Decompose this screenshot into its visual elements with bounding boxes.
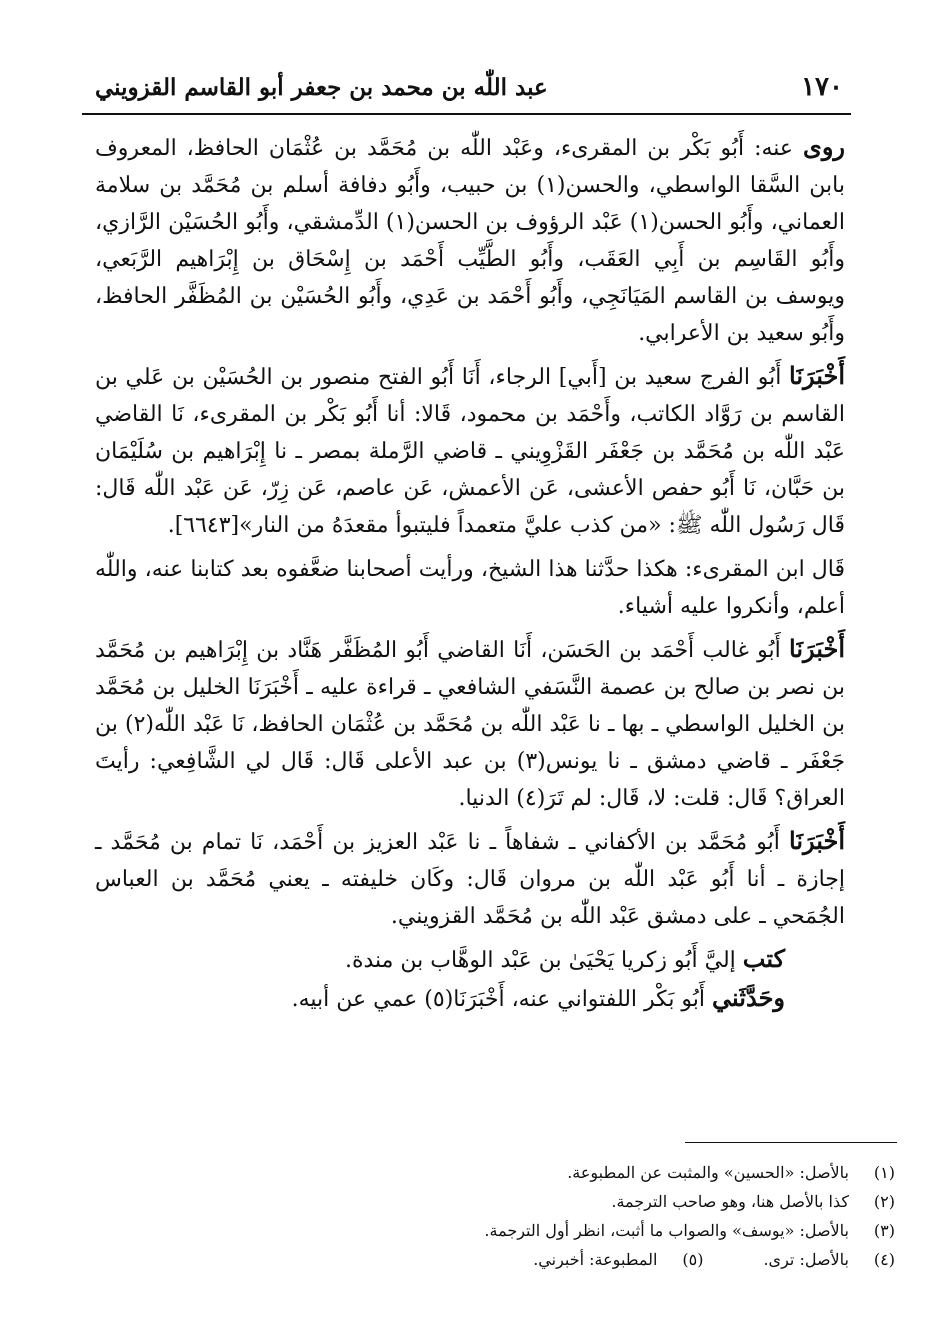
paragraph-text: أَبُو الفرج سعيد بن [أَبي] الرجاء، أَنَا أَبُو الفتح منصور بن الحُسَيْن بن عَلي بن القاسم بن رَوَّاد الكاتب، وأَحْمَد بن محمود، قَالا: أنا أَبُو بَكْر بن المقرىء، نَا القاضي عَبْد اللّٰه بن مُحَمَّد بن جَعْفَر القَزْوِيني ـ قاضي الرَّملة بمصر ـ نا إِبْرَاهيم بن سُلَيْمَان بن حَبَّان، نَا أَبُو حفص الأعشى، عَن الأعمش، عَن عاصم، عَن زِرّ، عَن عَبْد اللّٰه قَال: قَال رَسُول اللّٰه ﷺ: «من كذب عليَّ متعمداً فليتبوأ مقعدَهُ من النار»[٦٦٤٣]. bbox=[95, 365, 845, 538]
paragraph-hadith-isnad bbox=[95, 357, 845, 544]
paragraph-shafii-report bbox=[95, 630, 845, 817]
page-header bbox=[95, 70, 843, 110]
paragraph-text: أَبُو مُحَمَّد بن الأكفاني ـ شفاهاً ـ نا عَبْد العزيز بن أَحْمَد، نَا تمام بن مُحَمَّد ـ إجازة ـ أنا أَبُو عَبْد اللّٰه بن مروان قَال: وكَان خليفته ـ يعني مُحَمَّد بن العباس الجُمَحي ـ على دمشق عَبْد اللّٰه بن مُحَمَّد القزويني. bbox=[95, 830, 845, 929]
paragraph-ibn-al-muqri-comment bbox=[95, 549, 845, 625]
page-number: ١٧٠ bbox=[801, 72, 843, 102]
footnote-5 bbox=[533, 1245, 703, 1274]
paragraph-lead: أَخْبَرَنَا bbox=[789, 361, 845, 390]
footnote-number: (٥) bbox=[682, 1250, 704, 1269]
paragraph-lead: أَخْبَرَنَا bbox=[789, 826, 845, 855]
footnote-3 bbox=[160, 1216, 895, 1245]
footnote-text: بالأصل: «يوسف» والصواب ما أثبت، انظر أول الترجمة. bbox=[484, 1221, 849, 1240]
paragraph-text: أَبُو غالب أَحْمَد بن الحَسَن، أَنَا القاضي أَبُو المُظَفَّر هَنَّاد بن إِبْرَاهيم بن مُحَمَّد بن نصر بن صالح بن عصمة النَّسَفي الشافعي ـ قراءة عليه ـ أَخْبَرَنَا الخليل بن مُحَمَّد بن الخليل الواسطي ـ بها ـ نا عَبْد اللّٰه بن مُحَمَّد بن عُثْمَان الحافظ، نَا عَبْد اللّٰه(٢) بن جَعْفَر ـ قاضي دمشق ـ نا يونس(٣) بن عبد الأعلى قَال: قَال لي الشَّافِعي: رأيتَ العراق؟ قَال: قلت: لا، قَال: لم تَرَ(٤) الدنيا. bbox=[95, 638, 845, 811]
footnote-text: المطبوعة: أخبرني. bbox=[533, 1250, 658, 1269]
footnotes bbox=[160, 1158, 895, 1274]
paragraph-lead: روى bbox=[803, 132, 846, 161]
footnote-number: (٣) bbox=[873, 1221, 895, 1240]
paragraph-lead: أَخْبَرَنَا bbox=[789, 634, 845, 663]
footnote-text: بالأصل: «الحسين» والمثبت عن المطبوعة. bbox=[567, 1163, 849, 1182]
footnote-1 bbox=[160, 1158, 895, 1187]
paragraph-lead: وحَدَّثَني bbox=[712, 983, 785, 1012]
header-rule bbox=[82, 113, 851, 115]
paragraph-damascus-deputy bbox=[95, 822, 845, 935]
footnote-rule bbox=[685, 1142, 897, 1143]
paragraph-text: عنه: أَبُو بَكْر بن المقرىء، وعَبْد اللّٰه بن مُحَمَّد بن عُثْمَان الحافظ، المعروف بابن السَّقا الواسطي، والحسن(١) بن حبيب، وأَبُو دفافة أسلم بن مُحَمَّد بن سلامة العماني، وأَبُو الحسن(١) عَبْد الرؤوف بن الحسن(١) الدِّمشقي، وأَبُو الحُسَيْن الرَّازي، وأَبُو القَاسِم بن أَبِي العَقَب، وأَبُو الطَّيِّب أَحْمَد بن إِسْحَاق بن إِبْرَاهيم الرَّبَعي، ويوسف بن القاسم المَيَانَجِي، وأَبُو أَحْمَد بن عَدِي، وأَبُو الحُسَيْن بن المُظَفَّر الحافظ، وأَبُو سعيد بن الأعرابي. bbox=[95, 136, 845, 346]
footnote-number: (٤) bbox=[873, 1250, 895, 1269]
paragraph-text: قَال ابن المقرىء: هكذا حدَّثنا هذا الشيخ، ورأيت أصحابنا ضعَّفوه بعد كتابنا عنه، واللّٰه أعلم، وأنكروا عليه أشياء. bbox=[95, 557, 845, 619]
main-text bbox=[95, 128, 845, 1018]
footnote-4 bbox=[763, 1245, 895, 1274]
footnote-row bbox=[160, 1245, 895, 1274]
paragraph-text: إليَّ أَبُو زكريا يَحْيَىٰ بن عَبْد الوهَّاب بن مندة. bbox=[344, 948, 736, 973]
running-title: عبد اللّٰه بن محمد بن جعفر أبو القاسم القزويني bbox=[95, 74, 548, 101]
footnote-number: (١) bbox=[873, 1163, 895, 1182]
paragraph-narration bbox=[95, 979, 845, 1018]
footnote-text: بالأصل: ترى. bbox=[763, 1250, 849, 1269]
paragraph-correspondence bbox=[95, 940, 845, 979]
paragraph-text: أَبُو بَكْر اللفتواني عنه، أَخْبَرَنَا(٥) عمي عن أبيه. bbox=[291, 987, 706, 1012]
paragraph-narrators bbox=[95, 128, 845, 352]
paragraph-lead: كتب bbox=[742, 944, 785, 973]
footnote-number: (٢) bbox=[873, 1192, 895, 1211]
footnote-2 bbox=[160, 1187, 895, 1216]
footnote-text: كذا بالأصل هنا، وهو صاحب الترجمة. bbox=[611, 1192, 849, 1211]
